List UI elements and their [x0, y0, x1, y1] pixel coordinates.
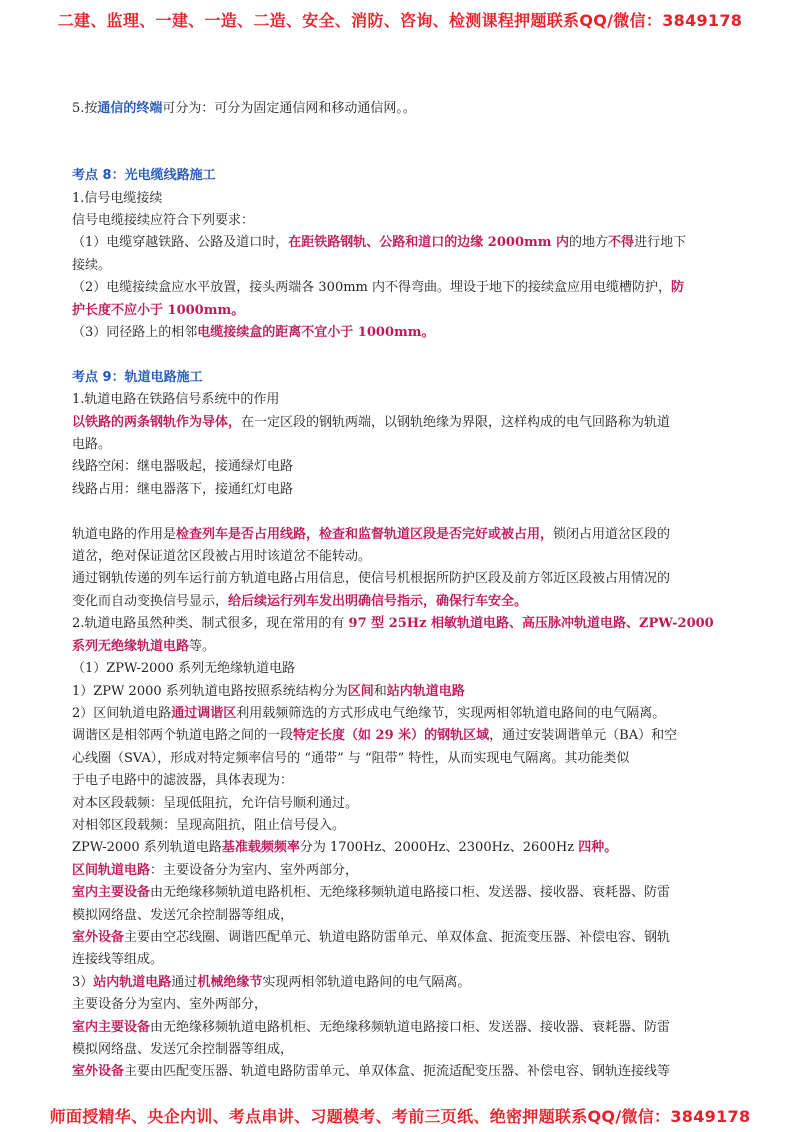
- highlight-text: 护长度不应小于 1000mm。: [72, 302, 245, 318]
- body-text: （2）电缆接续盒应水平放置，接头两端各 300mm 内不得弯曲。埋设于地下的接续盒应用电缆槽防护，: [72, 280, 672, 296]
- body-text: 轨道电路的作用是: [72, 526, 177, 542]
- body-text: 主要设备分为室内、室外两部分，: [72, 997, 268, 1013]
- text-line: [72, 434, 722, 456]
- blank-line: [72, 143, 722, 165]
- body-text: 电路。: [72, 437, 112, 453]
- text-line: [72, 905, 722, 927]
- highlight-text: 电缆接续盒的距离不宜小于 1000mm。: [197, 325, 435, 341]
- text-line: [72, 255, 722, 277]
- body-text: 对相邻区段载频：呈现高阻抗，阻止信号侵入。: [72, 817, 346, 833]
- highlight-text: 系列无绝缘轨道电路: [72, 638, 190, 654]
- highlight-text: 通过调谐区: [171, 705, 237, 721]
- body-text: ：主要设备分为室内、室外两部分，: [150, 862, 359, 878]
- body-text: （1）电缆穿越铁路、公路及道口时，: [72, 235, 289, 251]
- text-line: [72, 748, 722, 770]
- text-line: [72, 479, 722, 501]
- highlight-text: 检查列车是否占用线路，检查和监督轨道区段是否完好或被占用，: [176, 526, 554, 542]
- highlight-text: 防: [671, 280, 685, 296]
- highlight-text: 室外设备: [72, 929, 125, 945]
- body-text: 1）ZPW 2000 系列轨道电路按照系统结构分为: [72, 683, 348, 699]
- body-text: 3）: [72, 974, 94, 990]
- body-text: 模拟网络盘、发送冗余控制器等组成，: [72, 1042, 294, 1057]
- text-line: [72, 1017, 722, 1039]
- body-text: 变化而自动变换信号显示，: [72, 593, 229, 609]
- highlight-text: 通信的终端: [97, 101, 163, 116]
- body-text: 主要由空芯线圈、调谐匹配单元、轨道电路防雷单元、单双体盒、扼流变压器、补偿电容、钢轨: [124, 929, 671, 945]
- highlight-text: 站内轨道电路: [93, 974, 172, 990]
- text-line: [72, 456, 722, 478]
- highlight-text: 97 型 25Hz 相敏轨道电路、高压脉冲轨道电路、ZPW-2000: [348, 616, 714, 632]
- body-text: 的地方: [569, 235, 609, 251]
- text-line: [72, 860, 722, 882]
- text-line: [72, 546, 722, 568]
- body-text: 通过: [171, 974, 198, 990]
- highlight-text: 以铁路的两条钢轨作为导体，: [72, 414, 242, 430]
- body-text: 进行地下: [634, 235, 687, 251]
- body-text: 由无绝缘移频轨道电路机柜、无绝缘移频轨道电路接口柜、发送器、接收器、衰耗器、防雷: [150, 1019, 671, 1035]
- text-line: [72, 322, 722, 344]
- highlight-text: 站内轨道电路: [386, 683, 465, 699]
- text-line: [72, 98, 722, 120]
- body-text: 于电子电路中的滤波器，具体表现为：: [72, 773, 294, 789]
- text-line: [72, 165, 722, 187]
- text-line: [72, 927, 722, 949]
- body-text: 信号电缆接续应符合下列要求：: [72, 213, 255, 228]
- text-line: [72, 994, 722, 1016]
- body-text: 由无绝缘移频轨道电路机柜、无绝缘移频轨道电路接口柜、发送器、接收器、衰耗器、防雷: [150, 885, 671, 901]
- body-text: 利用载频筛选的方式形成电气绝缘节，实现两相邻轨道电路间的电气隔离。: [236, 705, 666, 721]
- text-line: [72, 725, 722, 747]
- highlight-text: 基准载频频率: [221, 840, 300, 856]
- highlight-text: 室内主要设备: [72, 1019, 151, 1035]
- text-line: [72, 367, 722, 389]
- body-text: 线路占用：继电器落下，接通红灯电路: [72, 481, 294, 497]
- text-line: [72, 613, 722, 635]
- text-line: [72, 568, 722, 590]
- blank-line: [72, 501, 722, 523]
- section-heading: 考点 8：光电缆线路施工: [72, 168, 216, 184]
- body-text: 在一定区段的钢轨两端，以钢轨绝缘为界限，这样构成的电气回路称为轨道: [241, 414, 671, 430]
- text-line: [72, 815, 722, 837]
- text-line: [72, 703, 722, 725]
- body-text: 可分为：可分为固定通信网和移动通信网。。: [162, 101, 416, 116]
- body-text: ZPW-2000 系列轨道电路: [72, 840, 222, 856]
- body-text: 道岔，绝对保证道岔区段被占用时该道岔不能转动。: [72, 549, 372, 565]
- body-text: 心线圈（SVA），形成对特定频率信号的 “通带” 与 “阻带” 特性，从而实现电气隔离。其功能类似: [72, 750, 630, 766]
- body-text: 线路空闲：继电器吸起，接通绿灯电路: [72, 459, 294, 475]
- text-line: [72, 949, 722, 971]
- text-line: [72, 681, 722, 703]
- body-text: 主要由匹配变压器、轨道电路防雷单元、单双体盒、扼流适配变压器、补偿电容、钢轨连接线等: [124, 1064, 671, 1080]
- text-line: [72, 837, 722, 859]
- body-text: 接续。: [72, 257, 112, 273]
- text-line: [72, 658, 722, 680]
- body-text: 连接线等组成。: [72, 952, 164, 968]
- highlight-text: 区间: [347, 683, 374, 699]
- body-text: 1.信号电缆接续: [72, 190, 163, 206]
- body-text: 实现两相邻轨道电路间的电气隔离。: [262, 974, 471, 990]
- text-line: [72, 636, 722, 658]
- text-line: [72, 188, 722, 210]
- body-text: ，通过安装调谐单元（BA）和空: [489, 728, 678, 744]
- text-line: [72, 389, 722, 411]
- highlight-text: 在距铁路钢轨、公路和道口的边缘 2000mm 内: [288, 235, 570, 251]
- text-line: [72, 591, 722, 613]
- header-banner: 二建、监理、一建、一造、二造、安全、消防、咨询、检测课程押题联系QQ/微信：3849178: [57, 11, 743, 30]
- body-text: （1）ZPW-2000 系列无绝缘轨道电路: [72, 661, 296, 677]
- body-text: 和: [373, 683, 387, 699]
- highlight-text: 室外设备: [72, 1064, 125, 1080]
- body-text: 锁闭占用道岔区段的: [553, 526, 671, 542]
- text-line: [72, 972, 722, 994]
- text-line: [72, 793, 722, 815]
- text-line: [72, 210, 722, 232]
- body-text: 2.轨道电路虽然种类、制式很多，现在常用的有: [72, 616, 349, 632]
- blank-line: [72, 120, 722, 142]
- text-line: [72, 1061, 722, 1083]
- body-text: 1.轨道电路在铁路信号系统中的作用: [72, 392, 280, 408]
- section-heading: 考点 9：轨道电路施工: [72, 369, 203, 385]
- blank-line: [72, 344, 722, 366]
- text-line: [72, 412, 722, 434]
- text-line: [72, 1039, 722, 1061]
- body-text: 调谐区是相邻两个轨道电路之间的一段: [72, 728, 294, 744]
- body-text: 2）区间轨道电路: [72, 705, 172, 721]
- text-line: [72, 882, 722, 904]
- highlight-text: 室内主要设备: [72, 885, 151, 901]
- body-text: 5.按: [72, 101, 98, 116]
- body-text: 对本区段载频：呈现低阻抗，允许信号顺利通过。: [72, 795, 359, 811]
- text-line: [72, 232, 722, 254]
- highlight-text: 给后续运行列车发出明确信号指示，确保行车安全。: [228, 593, 528, 609]
- highlight-text: 机械绝缘节: [197, 974, 263, 990]
- text-line: [72, 524, 722, 546]
- footer-banner: 师面授精华、央企内训、考点串讲、习题模考、考前三页纸、绝密押题联系QQ/微信：3849178: [49, 1107, 751, 1126]
- text-line: [72, 300, 722, 322]
- body-text: 分为 1700Hz、2000Hz、2300Hz、2600Hz: [299, 840, 579, 856]
- text-line: [72, 770, 722, 792]
- highlight-text: 四种。: [578, 840, 618, 856]
- body-text: 等。: [189, 638, 216, 654]
- highlight-text: 不得: [608, 235, 635, 251]
- text-line: [72, 277, 722, 299]
- highlight-text: 特定长度（如 29 米）的钢轨区域: [293, 728, 490, 744]
- body-text: 通过钢轨传递的列车运行前方轨道电路占用信息，使信号机根据所防护区段及前方邻近区段被占用情况的: [72, 571, 671, 587]
- document-body: [72, 98, 722, 1084]
- body-text: 模拟网络盘、发送冗余控制器等组成，: [72, 907, 294, 923]
- highlight-text: 区间轨道电路: [72, 862, 151, 878]
- body-text: （3）同径路上的相邻: [72, 325, 198, 341]
